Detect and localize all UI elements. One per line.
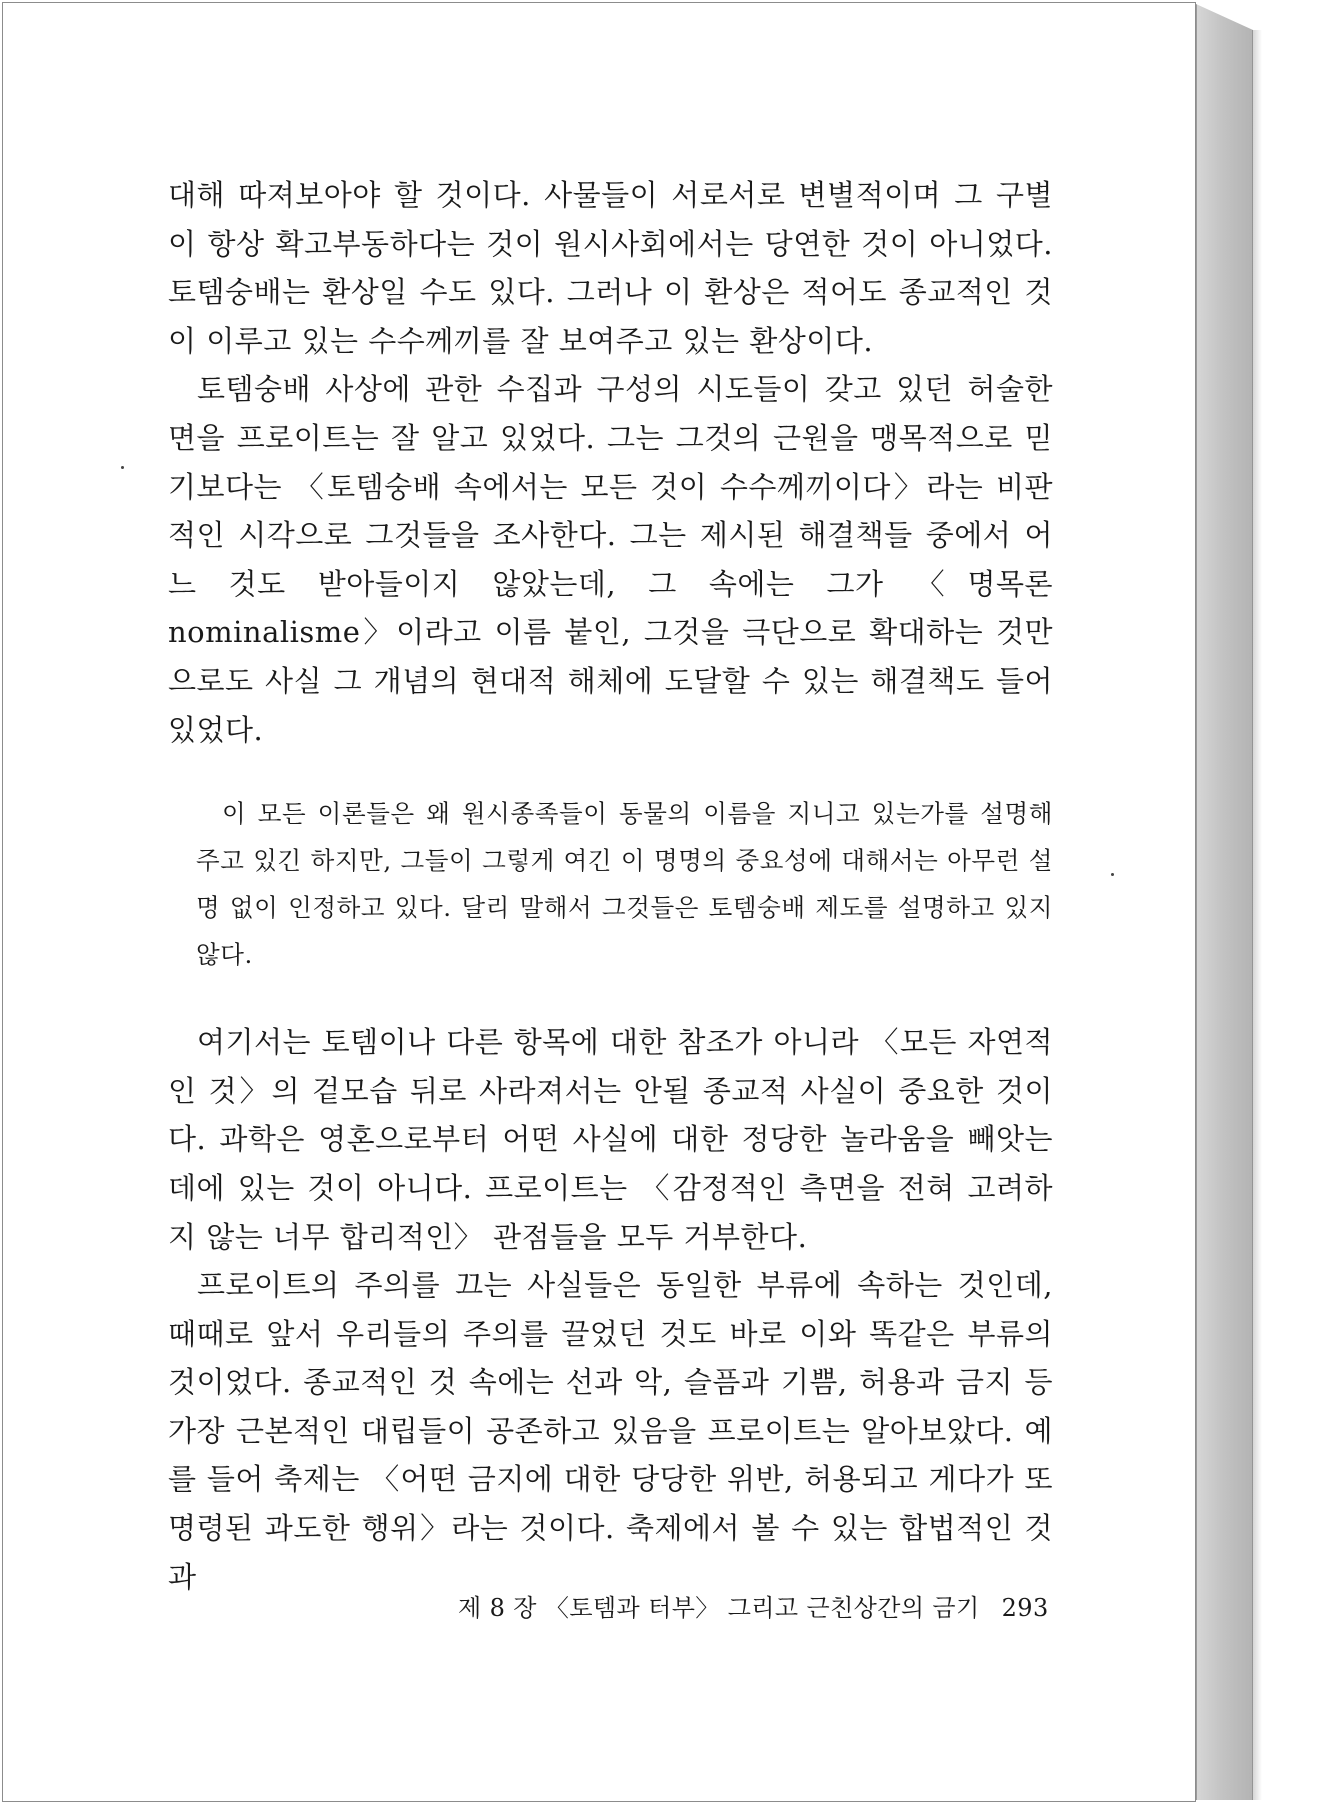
paragraph: 여기서는 토템이나 다른 항목에 대한 참조가 아니라 〈모든 자연적인 것〉의 겉모습 뒤로 사라져서는 안될 종교적 사실이 중요한 것이다. 과학은 영혼으로부터 어떤 사실에 대한 정당한 놀라움을 빼앗는 데에 있는 것이 아니다. 프로이트는 〈감정적인 측면을 전혀 고려하지 않는 너무 합리적인〉 관점들을 모두 거부한다. <box>168 1025 1053 1254</box>
book-page <box>2 2 1196 1802</box>
page-number: 293 <box>1001 1594 1049 1622</box>
page-footer <box>458 1588 1049 1623</box>
book-spine-edge <box>1196 4 1253 1800</box>
paragraph: 대해 따져보아야 할 것이다. 사물들이 서로서로 변별적이며 그 구별이 항상 확고부동하다는 것이 원시사회에서는 당연한 것이 아니었다. 토템숭배는 환상일 수도 있다. 그러나 이 환상은 적어도 종교적인 것이 이루고 있는 수수께끼를 잘 보여주고 있는 환상이다. <box>168 178 1053 358</box>
scan-speck <box>121 466 124 469</box>
page-body <box>168 171 1053 1601</box>
block-quote: 이 모든 이론들은 왜 원시종족들이 동물의 이름을 지니고 있는가를 설명해 주고 있긴 하지만, 그들이 그렇게 여긴 이 명명의 중요성에 대해서는 아무런 설명 없이 인정하고 있다. 달리 말해서 그것들은 토템숭배 제도를 설명하고 있지 않다. <box>196 799 1053 970</box>
paragraph: 토템숭배 사상에 관한 수집과 구성의 시도들이 갖고 있던 허술한 면을 프로이트는 잘 알고 있었다. 그는 그것의 근원을 맹목적으로 믿기보다는 〈토템숭배 속에서는 모든 것이 수수께끼이다〉라는 비판적인 시각으로 그것들을 조사한다. 그는 제시된 해결책들 중에서 어느 것도 받아들이지 않았는데, 그 속에는 그가 〈명목론 nominalisme〉이라고 이름 붙인, 그것을 극단으로 확대하는 것만으로도 사실 그 개념의 현대적 해체에 도달할 수 있는 해결책도 들어 있었다. <box>168 372 1053 747</box>
scan-speck <box>1111 873 1114 876</box>
book-shadow <box>1252 30 1262 1800</box>
running-head: 제 8 장 〈토템과 터부〉 그리고 근친상간의 금기 <box>458 1594 980 1622</box>
paragraph: 프로이트의 주의를 끄는 사실들은 동일한 부류에 속하는 것인데, 때때로 앞서 우리들의 주의를 끌었던 것도 바로 이와 똑같은 부류의 것이었다. 종교적인 것 속에는 선과 악, 슬픔과 기쁨, 허용과 금지 등 가장 근본적인 대립들이 공존하고 있음을 프로이트는 알아보았다. 예를 들어 축제는 〈어떤 금지에 대한 당당한 위반, 허용되고 게다가 또 명령된 과도한 행위〉라는 것이다. 축제에서 볼 수 있는 합법적인 것과 <box>168 1268 1053 1594</box>
